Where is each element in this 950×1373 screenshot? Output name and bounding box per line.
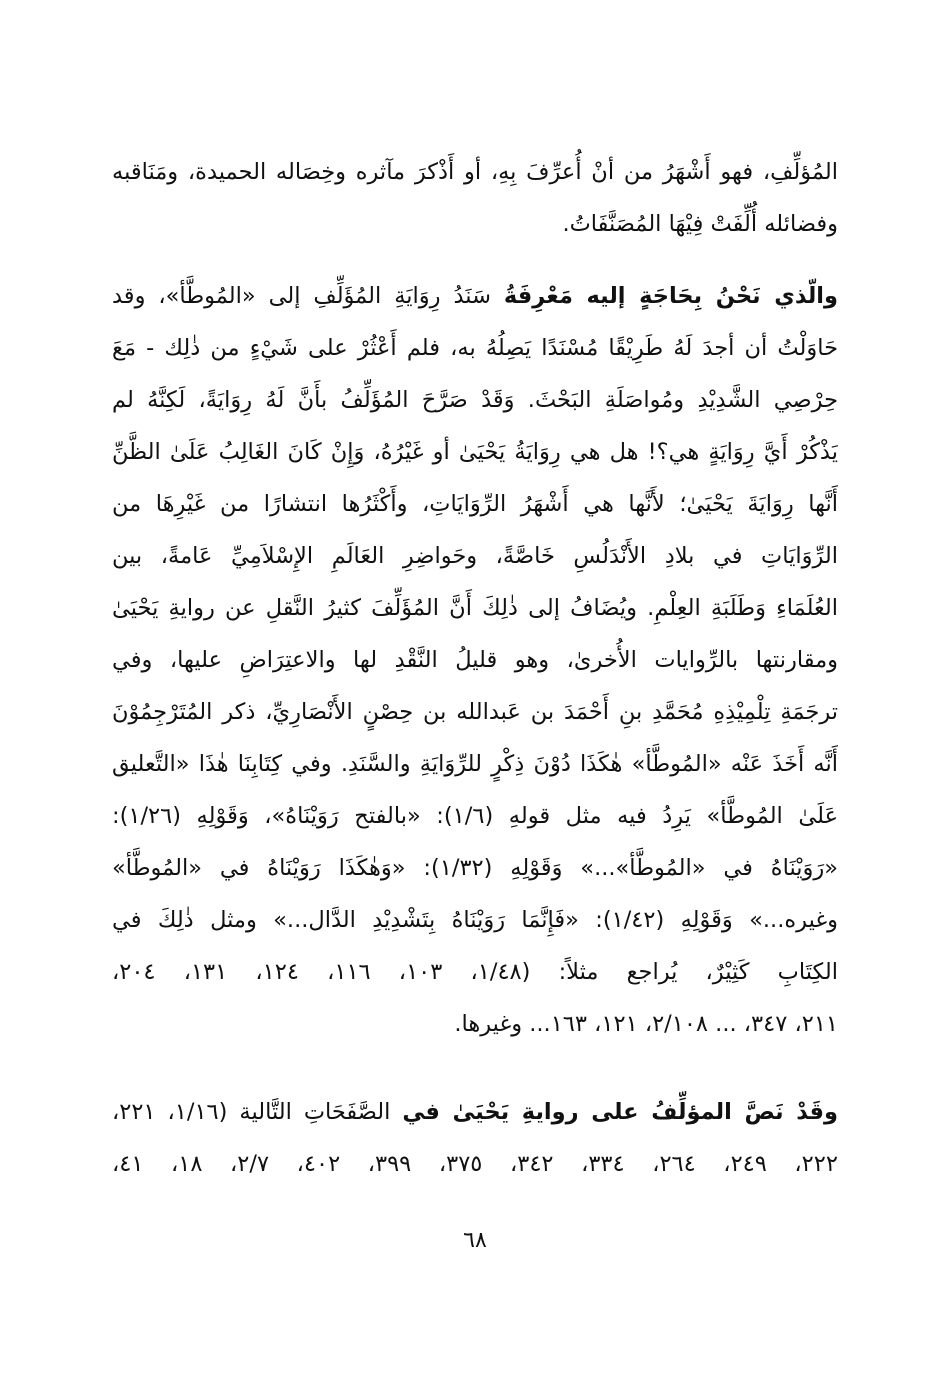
text-line: الرِّوَايَاتِ في بلادِ الأَنْدَلُسِ خَاصَّةً، وحَواضِرِ العَالَمِ الإِسْلاَمِيِّ عَامةً، بين	[112, 543, 838, 569]
text-line: أَنَّها رِوَايَةَ يَحْيَىٰ؛ لأَنَّها هي أَشْهَرُ الرِّوَايَاتِ، وأَكْثَرُها انتشارًا من غَيْرِهَا من	[112, 491, 838, 517]
text-line: أَنَّه أَخَذَ عَنْه «المُوطَّأ» هٰكَذَا دُوْنَ ذِكْرٍ للرِّوَايَةِ والسَّنَدِ. وفي كِتَابِنَا هٰذَا «التَّعليق	[112, 751, 838, 777]
page-number: ٦٨	[463, 1228, 487, 1253]
text-line-rest: سَنَدُ رِوَايَةِ المُؤَلِّفِ إلى «المُوطَّأ»، وقد	[112, 283, 491, 309]
text-line: ترجَمَةِ تِلْمِيْذِهِ مُحَمَّدِ بنِ أَحْمَدَ بن عَبدالله بن حِصْنٍ الأَنْصَارِيِّ، ذكر المُتَرْجِمُوْنَ	[112, 699, 838, 725]
text-line: «رَوَيْنَاهُ في «المُوطَّأ»...» وَقَوْلِهِ (١/٣٢): «وَهٰكَذَا رَوَيْنَاهُ في «المُوطَّأ»	[112, 855, 838, 881]
text-line: ٢١١، ٣٤٧، ... ٢/١٠٨، ١٢١، ١٦٣... وغيرها.	[454, 1011, 838, 1037]
text-line: حَاوَلْتُ أن أجدَ لَهُ طَرِيْقًا مُسْنَدًا يَصِلُهُ به، فلم أَعْثُرْ على شَيْءٍ من ذٰلِك - مَعَ	[112, 335, 838, 361]
text-line: وفضائله أُلِّفَتْ فِيْهَا المُصَنَّفَاتُ.	[562, 211, 838, 237]
text-line	[112, 1086, 838, 1138]
text-line: عَلَىٰ المُوطَّأ» يَرِدُ فيه مثل قولهِ (١/٦): «بالفتح رَوَيْنَاهُ»، وَقَوْلِهِ (١/٢٦):	[112, 803, 838, 829]
text-line: وغيره...» وَقَوْلِهِ (١/٤٢): «فَإِنَّمَا رَوَيْنَاهُ بِتَشْدِيْدِ الدَّال...» ومثل ذٰلِكَ في	[112, 907, 838, 933]
text-line: الكِتَابِ كَثِيْرٌ، يُراجع مثلاً: (١/٤٨، ١٠٣، ١١٦، ١٢٤، ١٣١، ٢٠٤،	[112, 959, 838, 985]
paragraph-1	[112, 146, 838, 250]
paragraph-3	[112, 1086, 838, 1190]
text-line: يَذْكُرْ أَيَّ رِوَايَةٍ هي؟! هل هي رِوَايَةُ يَحْيَىٰ أو غَيْرُهُ، وَإِنْ كَانَ الغَالِبُ عَلَىٰ الظَّنِّ	[112, 439, 838, 465]
text-line-rest: الصَّفَحَاتِ التَّالية (١/١٦، ٢٢١،	[112, 1099, 391, 1125]
text-line: ٢٢٢، ٢٤٩، ٢٦٤، ٣٣٤، ٣٤٢، ٣٧٥، ٣٩٩، ٤٠٢، ٢/٧، ١٨، ٤١،	[112, 1151, 838, 1177]
paragraph-lead: والّذي نَحْنُ بِحَاجَةٍ إليه مَعْرِفَةُ	[503, 283, 838, 309]
text-line: ومقارنتها بالرِّوايات الأُخرىٰ، وهو قليلُ النَّقْدِ لها والاعتِرَاضِ عليها، وفي	[112, 647, 838, 673]
paragraph-2	[112, 270, 838, 1050]
paragraph-lead: وقَدْ نَصَّ المؤلِّفُ على روايةِ يَحْيَىٰ في	[402, 1099, 838, 1125]
text-line: العُلَمَاءِ وَطَلَبَةِ العِلْمِ. ويُضَافُ إلى ذٰلِكَ أَنَّ المُؤَلِّفَ كثيرُ النَّقلِ عن روايةِ يَحْيَىٰ	[112, 595, 838, 621]
text-line: حِرْصِي الشَّدِيْدِ ومُواصَلَةِ البَحْثَ. وَقَدْ صَرَّحَ المُؤَلِّفُ بأَنَّ لَهُ رِوَايَةً، لَكِنَّهُ لم	[112, 387, 838, 413]
text-line: المُؤلِّفِ، فهو أَشْهَرُ من أنْ أُعرِّفَ بِهِ، أو أَذْكرَ مآثره وخِصَاله الحميدة، ومَنَاقبه	[112, 159, 838, 185]
text-line	[112, 270, 838, 322]
